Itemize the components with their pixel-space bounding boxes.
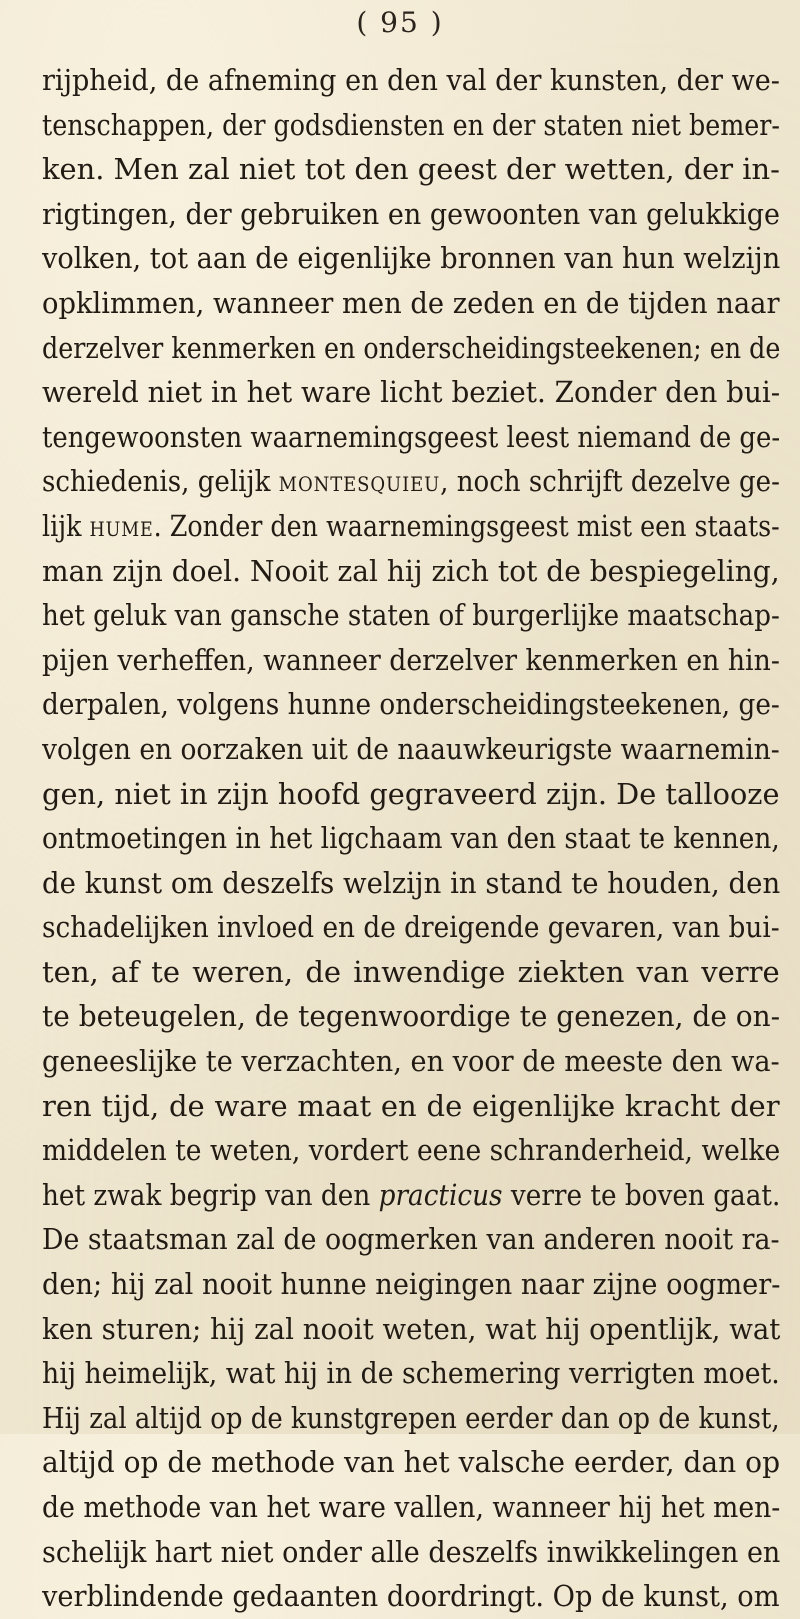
text-line: rigtingen, der gebruiken en gewoonten van gelukkige	[42, 196, 780, 231]
text-line: De staatsman zal de oogmerken van anderen nooit ra-	[42, 1222, 780, 1257]
text-line: te beteugelen, de tegenwoordige te genezen, de on-	[42, 999, 780, 1034]
text-line: schadelijken invloed en de dreigende gevaren, van bui-	[42, 910, 780, 945]
text-line: de methode van het ware vallen, wanneer hij het men-	[42, 1490, 781, 1524]
text-line: volgen en oorzaken uit de naauwkeurigste waarnemin-	[42, 731, 780, 766]
text-line: altijd op de methode van het valsche eerder, dan op	[42, 1445, 780, 1480]
text-line: ken. Men zal niet tot den geest der wetten, der in-	[42, 152, 780, 187]
author-name-smallcaps: hume	[89, 508, 154, 543]
text-segment: verre te boven gaat.	[502, 1177, 780, 1212]
text-line	[42, 459, 780, 504]
text-line: volken, tot aan de eigenlijke bronnen van hun welzijn	[42, 241, 780, 276]
text-line	[42, 1173, 780, 1218]
text-line: de kunst om deszelfs welzijn in stand te houden, den	[42, 865, 780, 900]
body-text	[42, 58, 780, 1619]
text-line: pijen verheffen, wanneer derzelver kenmerken en hin-	[42, 642, 780, 677]
text-line	[42, 504, 780, 549]
text-segment: . Zonder den waarnemingsgeest mist een staats-	[153, 508, 780, 543]
text-line: tengewoonsten waarnemingsgeest leest niemand de ge-	[42, 419, 781, 454]
text-line: gen, niet in zijn hoofd gegraveerd zijn. De tallooze	[42, 776, 780, 811]
text-line: middelen te weten, vordert eene schranderheid, welke	[42, 1133, 780, 1168]
text-line: derpalen, volgens hunne onderscheidingsteekenen, ge-	[42, 687, 780, 722]
text-line: Hij zal altijd op de kunstgrepen eerder dan op de kunst,	[42, 1400, 780, 1435]
text-line: hij heimelijk, wat hij in de schemering verrigten moet.	[42, 1356, 780, 1391]
text-line: ken sturen; hij zal nooit weten, wat hij opentlijk, wat	[42, 1311, 781, 1346]
text-line: schelijk hart niet onder alle deszelfs inwikkelingen en	[42, 1534, 780, 1569]
text-line: ontmoetingen in het ligchaam van den staat te kennen,	[42, 821, 780, 856]
text-line: rijpheid, de afneming en den val der kunsten, der we-	[42, 63, 780, 97]
text-segment: , noch schrijft dezelve ge-	[440, 464, 780, 499]
text-line: tenschappen, der godsdiensten en der staten niet bemer-	[42, 107, 780, 142]
text-segment: lijk	[42, 508, 90, 543]
text-line: geneeslijke te verzachten, en voor de meeste den wa-	[42, 1044, 780, 1079]
text-line: den; hij zal nooit hunne neigingen naar zijne oogmer-	[42, 1267, 780, 1302]
text-line: ren tijd, de ware maat en de eigenlijke kracht der	[42, 1088, 780, 1123]
italic-term: practicus	[378, 1177, 503, 1212]
text-segment: schiedenis, gelijk	[42, 464, 279, 499]
text-line: ten, af te weren, de inwendige ziekten van verre	[42, 954, 780, 989]
text-line: man zijn doel. Nooit zal hij zich tot de bespiegeling,	[42, 553, 780, 588]
text-segment: het zwak begrip van den	[42, 1177, 379, 1212]
author-name-smallcaps: montesquieu	[278, 464, 441, 499]
text-line: derzelver kenmerken en onderscheidingsteekenen; en de	[42, 330, 780, 365]
text-line: wereld niet in het ware licht beziet. Zonder den bui-	[42, 375, 781, 410]
text-line: het geluk van gansche staten of burgerlijke maatschap-	[42, 598, 780, 633]
page-number: ( 95 )	[356, 6, 444, 39]
text-line: verblindende gedaanten doordringt. Op de kunst, om	[42, 1579, 780, 1614]
text-line: opklimmen, wanneer men de zeden en de tijden naar	[42, 285, 780, 320]
